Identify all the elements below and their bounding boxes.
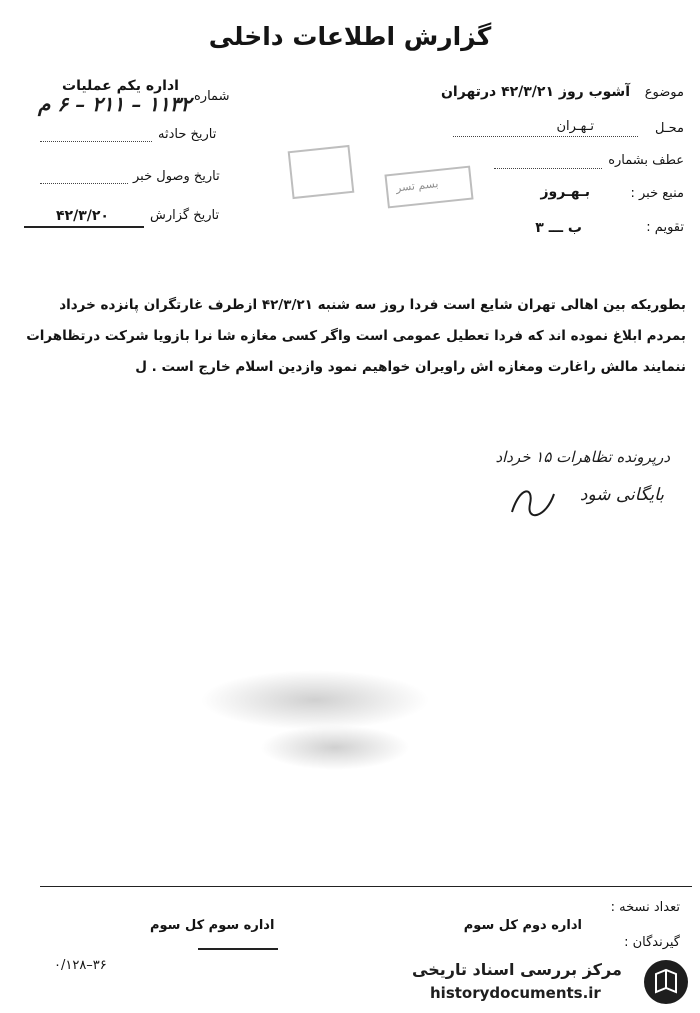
received-date-dotted-line <box>40 183 128 184</box>
watermark-url: historydocuments.ir <box>430 984 601 1002</box>
report-date-underline <box>24 226 144 228</box>
recipients-label: گیرندگان : <box>624 935 680 950</box>
archive-logo <box>644 960 688 1004</box>
book-icon <box>644 960 688 1004</box>
report-date-value: ۴۲/۳/۲۰ <box>56 208 109 224</box>
recipient-left: اداره سوم کل سوم <box>150 918 275 933</box>
form-code: ۰/۱۲۸–۳۶ <box>54 958 107 973</box>
body-line-3: ننمایند مالش راغارت ومغازه اش راویران خواهیم نمود وازدین اسلام خارج است . ل <box>135 359 686 375</box>
subject-label: موضوع <box>644 85 684 100</box>
place-dotted-line <box>453 136 638 137</box>
body-line-1: بطوریکه بین اهالی تهران شایع است فردا روز سه شنبه ۴۲/۳/۲۱ ازطرف غارتگران پانزده خرداد <box>59 297 686 313</box>
body-line-2: بمردم ابلاغ نموده اند که فردا تعطیل عمومی است واگر کسی مغازه شا نرا بازویا شرکت درتظاهرات <box>26 328 686 344</box>
received-date-label: تاریخ وصول خبر <box>133 169 220 184</box>
reference-label: عطف بشماره <box>608 153 684 168</box>
place-label: محـل <box>654 121 684 136</box>
faint-signature-1 <box>200 670 430 730</box>
document-title: گزارش اطلاعات داخلی <box>208 22 492 51</box>
source-value: بـهـروز <box>540 184 590 200</box>
number-label: شماره <box>194 89 230 104</box>
reference-dotted-line <box>494 168 602 169</box>
archive-stamp <box>288 145 355 199</box>
watermark-title: مرکز بررسی اسناد تاریخی <box>412 960 622 979</box>
incident-date-dotted-line <box>40 141 152 142</box>
recipient-left-underline <box>198 948 278 950</box>
handwritten-note-line-1: درپرونده تظاهرات ۱۵ خرداد <box>495 448 670 466</box>
body <box>14 290 686 383</box>
signature-mark <box>508 482 558 522</box>
recipient-right: اداره دوم کل سوم <box>463 918 582 933</box>
incident-date-label: تاریخ حادثه <box>158 127 217 142</box>
place-value: تـهـران <box>556 119 594 134</box>
number-value: اداره یکم عملیات <box>62 78 179 94</box>
subject-value: آشوب روز ۴۲/۳/۲۱ درتهران <box>440 84 630 100</box>
calendar-value: ب ـــ ۳ <box>535 220 582 236</box>
calendar-label: تقویم : <box>646 220 684 235</box>
report-date-label: تاریخ گزارش <box>150 208 220 223</box>
stamp-label-box <box>384 166 473 209</box>
faint-signature-2 <box>260 725 410 770</box>
number-handwritten: ۱۱۳۲ – ۲۱۱ – ۶ م <box>38 92 192 116</box>
handwritten-note-line-2: بایگانی شود <box>579 485 664 505</box>
source-label: منبع خبر : <box>630 186 684 201</box>
stamp-text: بسم تسر <box>395 177 440 195</box>
copies-label: تعداد نسخه : <box>610 900 680 915</box>
footer-divider <box>40 886 692 887</box>
